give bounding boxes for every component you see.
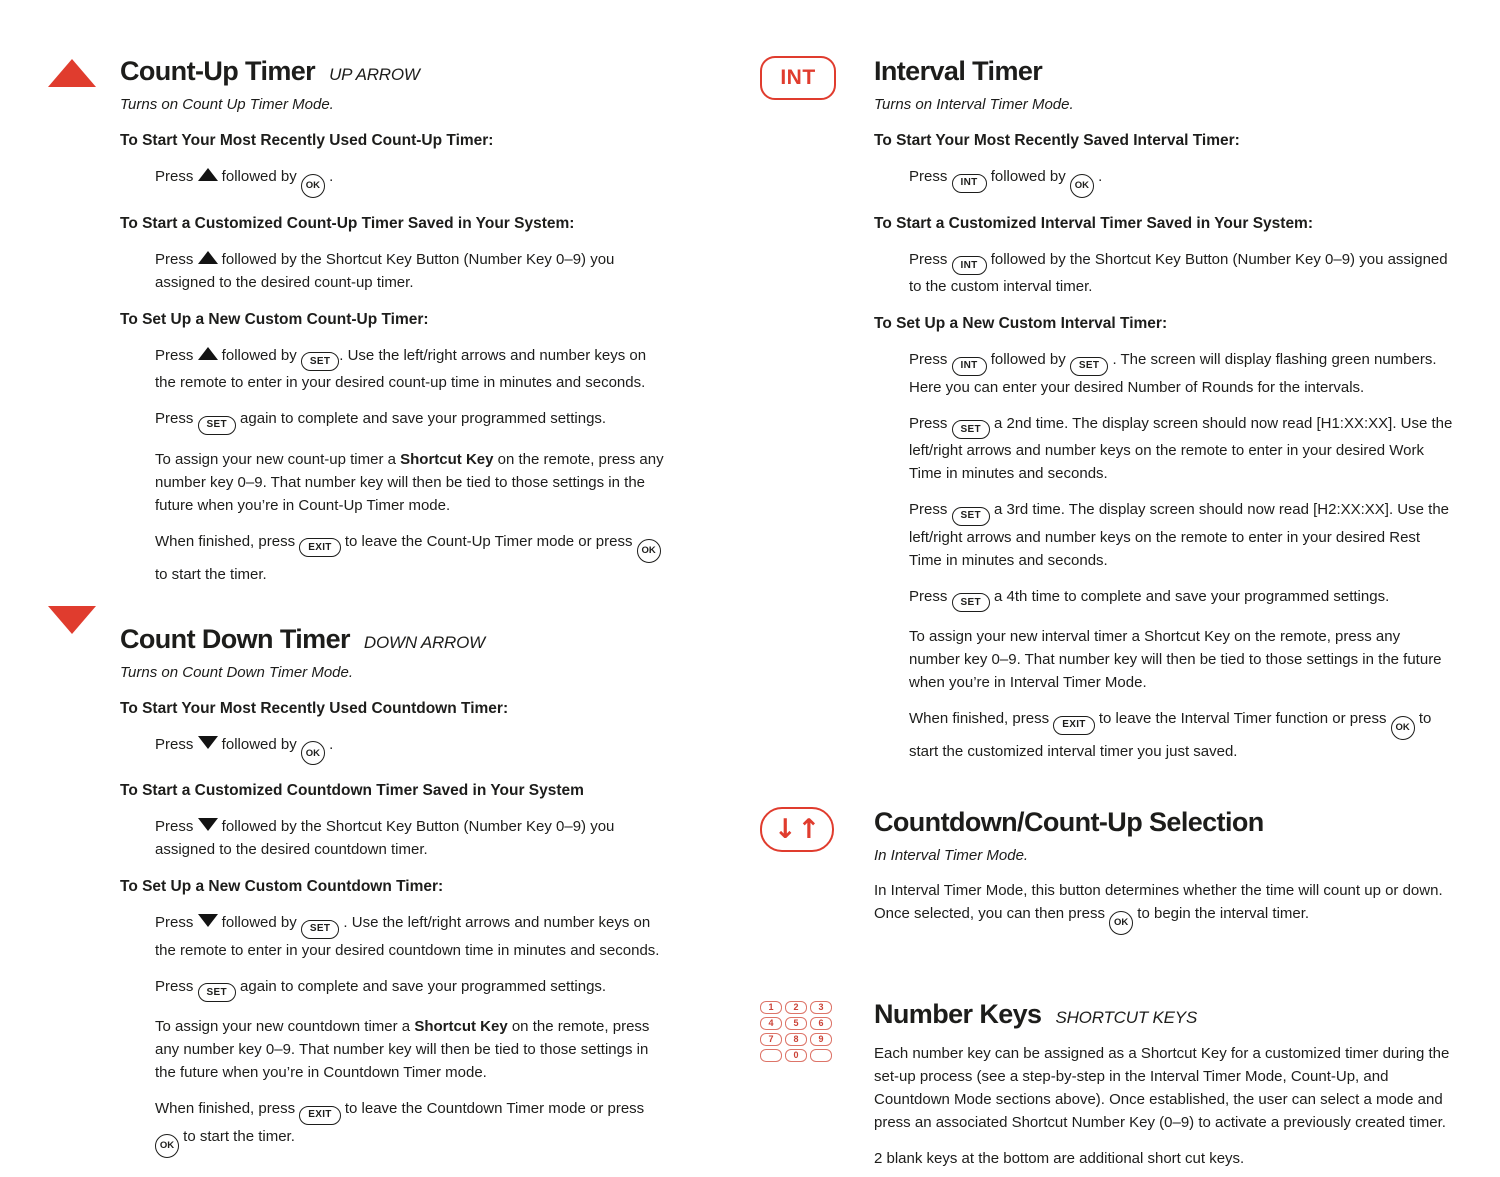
int-button-icon: INT	[760, 56, 836, 100]
down-arrow-icon	[48, 606, 96, 634]
down-arrow-glyph	[198, 818, 218, 831]
section-title-tag: DOWN ARROW	[363, 632, 485, 652]
text-run: a 2nd time. The display screen should now read [H1:XX:XX]. Use the left/right arrows and number keys on the remote to enter in your desired Work Time in minutes and seconds.	[909, 414, 1453, 483]
text-run: followed by	[217, 346, 301, 364]
instruction-heading	[120, 779, 670, 802]
section-title-tag: UP ARROW	[329, 65, 420, 84]
number-key-8: 8	[785, 1033, 807, 1046]
set-key-inline: SET	[952, 420, 990, 439]
section-body	[120, 56, 670, 586]
instruction-heading	[874, 312, 1454, 335]
text-run: Press	[909, 587, 952, 605]
exit-key-inline: EXIT	[1053, 716, 1094, 735]
number-keypad-icon	[760, 1001, 874, 1062]
section-title: Number Keys	[874, 998, 1042, 1029]
text-run: followed by	[217, 735, 301, 753]
text-run: Press	[155, 735, 198, 753]
exit-key-inline: EXIT	[299, 538, 340, 557]
text-run: followed by	[217, 914, 301, 932]
set-key-inline: SET	[952, 507, 990, 526]
number-key-4: 4	[760, 1017, 782, 1030]
instruction-paragraph	[155, 530, 670, 586]
right-column	[760, 0, 1454, 1170]
exit-key-inline: EXIT	[299, 1106, 340, 1125]
section-subtitle: In Interval Timer Mode.	[874, 847, 1029, 864]
section-body	[874, 807, 1454, 935]
text-run: To Start Your Most Recently Saved Interval Timer:	[874, 132, 1240, 149]
text-run: To Start Your Most Recently Used Count-Up Timer:	[120, 132, 494, 149]
text-run: Each number key can be assigned as a Shortcut Key for a customized timer during the set-up process (see a step-by-step in the Interval Timer Mode, Count-Up, and Countdown Mode sections above). Once established, the user can select a mode and press an associated Shortcut Number Key (0–9) to activate a previously created timer.	[874, 1044, 1450, 1131]
number-key-9: 9	[810, 1033, 832, 1046]
section-body	[874, 999, 1454, 1170]
set-key-inline: SET	[301, 920, 339, 939]
int-key-inline: INT	[952, 174, 987, 193]
number-key-7: 7	[760, 1033, 782, 1046]
bold-text-run: Shortcut Key	[414, 1018, 508, 1036]
section-count-up-timer	[48, 56, 670, 586]
section-title-row	[874, 807, 1454, 837]
text-run: To Start a Customized Interval Timer Saved in Your System:	[874, 214, 1314, 232]
text-run: to leave the Countdown Timer mode or press	[340, 1100, 645, 1118]
section-icon-gutter	[760, 807, 874, 935]
text-run: Press	[155, 914, 198, 932]
down-arrow-glyph	[198, 914, 218, 927]
section-title-row	[120, 624, 670, 654]
section-title: Countdown/Count-Up Selection	[874, 807, 1264, 837]
number-key-6: 6	[810, 1017, 832, 1030]
text-run: Press	[909, 168, 952, 185]
text-run: Press	[155, 250, 198, 268]
instruction-paragraph	[155, 975, 670, 1003]
instruction-paragraph	[909, 348, 1454, 399]
text-run: When finished, press	[155, 1100, 300, 1118]
text-run: To Set Up a New Custom Count-Up Timer:	[120, 310, 429, 328]
text-run: To Set Up a New Custom Countdown Timer:	[120, 878, 444, 896]
ok-key-inline: OK	[155, 1134, 179, 1158]
instruction-paragraph	[909, 412, 1454, 486]
text-run: Press	[909, 250, 952, 268]
up-arrow-icon	[48, 59, 96, 87]
set-key-inline: SET	[301, 352, 339, 371]
text-run: To assign your new interval timer a Shortcut Key on the remote, press any number key 0–9. That number key will then be tied to those settings in the future when you’re in Interval Timer Mode.	[909, 628, 1442, 692]
number-key-0: 0	[785, 1049, 807, 1062]
ok-key-inline: OK	[1070, 174, 1094, 198]
section-count-down-timer	[48, 624, 670, 1158]
text-run: . The screen will display flashing green numbers. Here you can enter your desired Number of Rounds for the intervals.	[909, 351, 1437, 396]
text-run: In Interval Timer Mode, this button determines whether the time will count up or down. Once selected, you can then press	[874, 882, 1443, 922]
instruction-paragraph	[909, 625, 1454, 694]
bold-text-run: Shortcut Key	[400, 450, 494, 468]
ok-key-inline: OK	[637, 539, 661, 563]
instruction-paragraph	[155, 733, 670, 766]
section-title: Interval Timer	[874, 56, 1043, 86]
text-run: To Set Up a New Custom Interval Timer:	[874, 315, 1168, 333]
section-icon-gutter	[760, 999, 874, 1170]
instruction-paragraph	[909, 585, 1454, 613]
instruction-paragraph	[874, 879, 1454, 935]
text-run: Press	[155, 818, 198, 836]
section-icon-gutter	[48, 624, 120, 1158]
section-title-tag: SHORTCUT KEYS	[1055, 1007, 1198, 1027]
text-run: followed by	[986, 168, 1070, 185]
text-run: When finished, press	[155, 532, 300, 550]
set-key-inline: SET	[1070, 357, 1108, 376]
text-run: To Start a Customized Countdown Timer Saved in Your System	[120, 782, 584, 800]
text-run: followed by the Shortcut Key Button (Number Key 0–9) you assigned to the desired countdown timer.	[155, 818, 615, 859]
section-title: Count-Up Timer	[120, 56, 316, 86]
up-arrow-glyph	[198, 168, 218, 181]
instruction-heading	[874, 212, 1454, 235]
instruction-paragraph	[155, 407, 670, 435]
countdown-countup-button-icon	[760, 807, 834, 852]
section-title: Count Down Timer	[120, 623, 350, 654]
section-icon-gutter	[48, 56, 120, 586]
down-arrow-glyph	[198, 736, 218, 749]
section-body	[120, 624, 670, 1158]
instruction-heading	[120, 697, 670, 720]
instruction-paragraph	[909, 248, 1454, 299]
instruction-paragraph	[155, 344, 670, 395]
text-run: to leave the Interval Timer function or press	[1094, 710, 1391, 728]
text-run: To Start Your Most Recently Used Countdown Timer:	[120, 699, 509, 717]
up-arrow-glyph: ↑	[797, 814, 821, 845]
instruction-heading	[874, 129, 1454, 152]
set-key-inline: SET	[198, 416, 236, 435]
blank-key	[760, 1049, 782, 1062]
text-run: . Use the left/right arrows and number keys on the remote to enter in your desired countdown time in minutes and seconds.	[155, 914, 660, 959]
instruction-paragraph	[155, 1097, 670, 1157]
section-icon-gutter	[760, 56, 874, 763]
text-run: followed by	[217, 168, 301, 185]
instruction-paragraph	[155, 815, 670, 861]
down-arrow-glyph: ↓	[773, 814, 797, 845]
set-key-inline: SET	[198, 983, 236, 1002]
number-key-1: 1	[760, 1001, 782, 1014]
text-run: Press	[909, 501, 952, 519]
instruction-paragraph	[155, 448, 670, 517]
left-column	[48, 0, 670, 1158]
text-run: Press	[155, 977, 198, 995]
instruction-heading	[120, 308, 670, 331]
section-subtitle: Turns on Interval Timer Mode.	[874, 96, 1074, 113]
int-key-inline: INT	[952, 357, 987, 376]
text-run: . Use the left/right arrows and number keys on the remote to enter in your desired count-up time in minutes and seconds.	[155, 346, 647, 392]
section-subtitle: Turns on Count Down Timer Mode.	[120, 663, 354, 681]
text-run: .	[1093, 168, 1103, 185]
text-run: .	[324, 735, 334, 753]
instruction-paragraph	[909, 498, 1454, 572]
instruction-paragraph	[155, 165, 670, 198]
text-run: to start the timer.	[179, 1127, 295, 1145]
up-arrow-glyph	[198, 251, 218, 264]
instruction-paragraph	[155, 911, 670, 962]
ok-key-inline: OK	[1109, 911, 1133, 935]
text-run: to leave the Count-Up Timer mode or press	[340, 532, 637, 550]
text-run: followed by the Shortcut Key Button (Number Key 0–9) you assigned to the custom interval timer.	[909, 250, 1448, 296]
up-arrow-glyph	[198, 347, 218, 360]
text-run: a 4th time to complete and save your programmed settings.	[989, 587, 1390, 605]
instruction-heading	[120, 212, 670, 235]
text-run: followed by the Shortcut Key Button (Number Key 0–9) you assigned to the desired count-up timer.	[155, 250, 615, 291]
text-run: to begin the interval timer.	[1133, 905, 1310, 922]
set-key-inline: SET	[952, 593, 990, 612]
instruction-paragraph	[874, 1147, 1454, 1170]
section-countdown-countup-selection	[760, 807, 1454, 935]
section-number-keys	[760, 999, 1454, 1170]
text-run: on the remote, press any number key 0–9. That number key will then be tied to those settings in the future when you’re in Countdown Timer mode.	[155, 1018, 650, 1082]
ok-key-inline: OK	[301, 741, 325, 765]
ok-key-inline: OK	[301, 174, 325, 198]
instruction-paragraph	[155, 248, 670, 294]
number-key-3: 3	[810, 1001, 832, 1014]
section-title-row	[874, 999, 1454, 1029]
text-run: 2 blank keys at the bottom are additional short cut keys.	[874, 1149, 1245, 1167]
instruction-paragraph	[909, 707, 1454, 763]
text-run: on the remote, press any number key 0–9. That number key will then be tied to those settings in the future when you’re in Count-Up Timer mode.	[155, 450, 664, 514]
instruction-paragraph	[155, 1015, 670, 1084]
section-interval-timer	[760, 56, 1454, 763]
text-run: followed by	[986, 351, 1070, 369]
text-run: again to complete and save your programmed settings.	[235, 977, 607, 995]
blank-key	[810, 1049, 832, 1062]
instruction-heading	[120, 129, 670, 152]
int-key-inline: INT	[952, 256, 987, 275]
instruction-paragraph	[909, 165, 1454, 198]
text-run: .	[324, 168, 334, 185]
text-run: to start the customized interval timer you just saved.	[909, 710, 1432, 760]
text-run: Press	[909, 414, 952, 432]
section-body	[874, 56, 1454, 763]
text-run: a 3rd time. The display screen should now read [H2:XX:XX]. Use the left/right arrows and number keys on the remote to enter in your desired Rest Time in minutes and seconds.	[909, 501, 1450, 569]
text-run: When finished, press	[909, 710, 1054, 728]
text-run: Press	[155, 168, 198, 185]
text-run: To Start a Customized Count-Up Timer Saved in Your System:	[120, 214, 575, 232]
text-run: Press	[909, 351, 952, 369]
text-run: to start the timer.	[155, 565, 267, 583]
section-title-row	[874, 56, 1454, 86]
number-key-5: 5	[785, 1017, 807, 1030]
instruction-heading	[120, 875, 670, 898]
ok-key-inline: OK	[1391, 716, 1415, 740]
section-title-row	[120, 56, 670, 86]
text-run: again to complete and save your programmed settings.	[235, 410, 607, 428]
instruction-paragraph	[874, 1042, 1454, 1134]
number-key-2: 2	[785, 1001, 807, 1014]
section-subtitle: Turns on Count Up Timer Mode.	[120, 96, 334, 113]
text-run: Press	[155, 346, 198, 364]
text-run: Press	[155, 410, 198, 428]
text-run: To assign your new countdown timer a	[155, 1018, 415, 1036]
text-run: To assign your new count-up timer a	[155, 450, 401, 468]
